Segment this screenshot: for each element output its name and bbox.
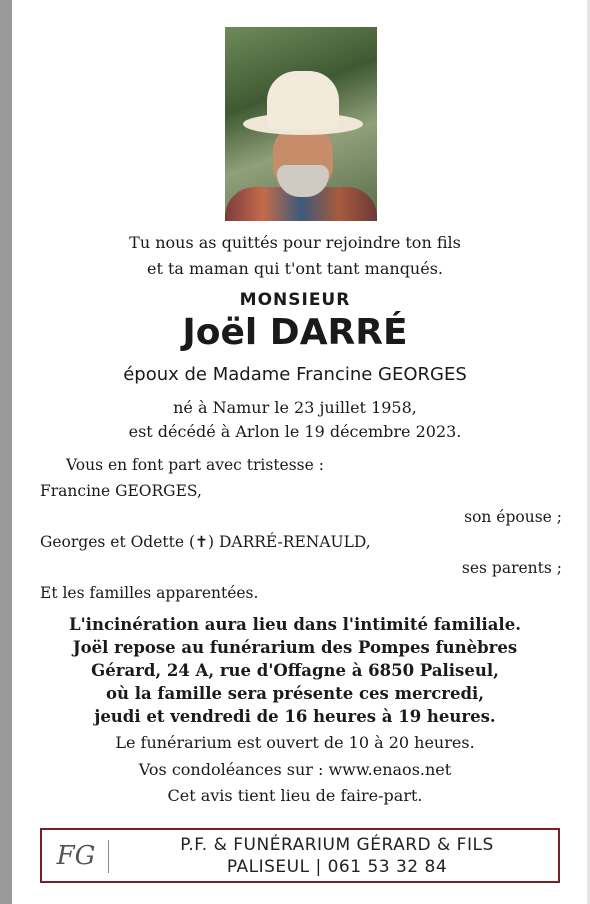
funeral-home-logo: FG: [56, 841, 96, 871]
portrait-photo: [225, 27, 377, 221]
funeral-home-banner: [40, 828, 560, 883]
spouse-line: époux de Madame Francine GEORGES: [123, 364, 467, 385]
family-member-relation: ses parents ;: [461, 559, 562, 577]
ceremony-line-1: L'incinération aura lieu dans l'intimité familiale.: [69, 615, 521, 634]
title-monsieur: MONSIEUR: [239, 290, 351, 310]
ceremony-line-2: Joël repose au funérarium des Pompes funèbres: [72, 638, 518, 657]
verse-line-2: et ta maman qui t'ont tant manqués.: [147, 259, 443, 278]
notice-line: Cet avis tient lieu de faire-part.: [167, 786, 423, 805]
announcement-intro: Vous en font part avec tristesse :: [66, 456, 324, 474]
condolences-line: Vos condoléances sur : www.enaos.net: [138, 760, 452, 779]
family-member-name: Georges et Odette (✝) DARRÉ-RENAULD,: [40, 533, 371, 551]
funeral-home-contact: PALISEUL | 061 53 32 84: [226, 857, 448, 877]
family-member-relation: son épouse ;: [464, 508, 562, 526]
logo-divider: [108, 840, 109, 873]
deceased-name: Joël DARRÉ: [182, 312, 408, 353]
families-line: Et les familles apparentées.: [40, 584, 259, 602]
family-member-name: Francine GEORGES,: [40, 482, 202, 500]
funeral-home-name: P.F. & FUNÉRARIUM GÉRARD & FILS: [180, 835, 494, 855]
birth-line: né à Namur le 23 juillet 1958,: [173, 398, 417, 417]
photo-hat-crown: [267, 71, 339, 129]
ceremony-line-4: où la famille sera présente ces mercredi,: [105, 684, 485, 703]
funerarium-hours: Le funérarium est ouvert de 10 à 20 heures.: [115, 733, 475, 752]
death-line: est décédé à Arlon le 19 décembre 2023.: [128, 422, 462, 441]
ceremony-line-5: jeudi et vendredi de 16 heures à 19 heures.: [94, 707, 496, 726]
ceremony-line-3: Gérard, 24 A, rue d'Offagne à 6850 Paliseul,: [91, 661, 499, 680]
verse-line-1: Tu nous as quittés pour rejoindre ton fils: [129, 233, 461, 252]
